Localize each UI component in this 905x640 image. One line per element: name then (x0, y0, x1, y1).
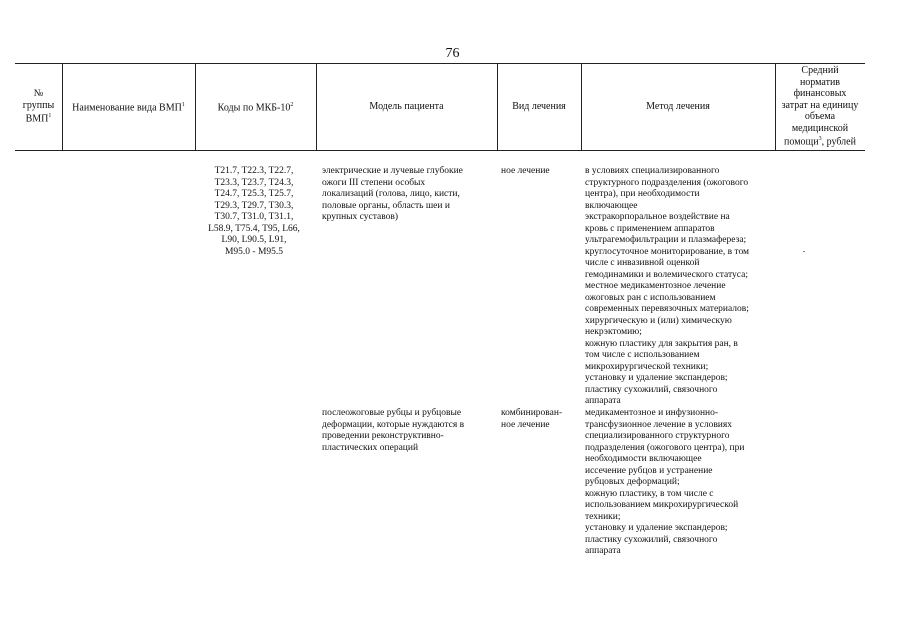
header-bottom-rule (15, 150, 865, 151)
row1-treatment-method: в условиях специализированного структурного подразделения (ожогового центра), при необходимости включающее экстракорпоральное воздействие на кровь с применением аппаратов ультрагемофильтрации и плазмафереза; круглосуточное мониторирование, в том числе с инвазивной оценкой гемодинамики и волемического статуса; местное медикаментозное лечение ожоговых ран с использованием современных перевязочных материалов; хирургическую и (или) химическую некрэктомию; кожную пластику для закрытия ран, в том числе с использованием микрохирургической техники; установку и удаление экспандеров; пластику сухожилий, связочного аппарата (585, 166, 750, 406)
header-group-number: № группы ВМП$^1$ (22, 88, 55, 125)
header-patient-model: Модель пациента (369, 100, 444, 112)
page-number: 76 (445, 46, 460, 61)
row2-patient-model: послеожоговые рубцы и рубцовые деформации, которые нуждаются в проведении реконструктивно- пластических операций (322, 408, 465, 453)
row1-treatment-type: ное лечение (501, 166, 550, 176)
header-treatment-method: Метод лечения (646, 100, 710, 112)
row1-patient-model: электрические и лучевые глубокие ожоги III степени особых локализаций (голова, лицо, кисти, половые органы, область шеи и крупных суставов) (322, 166, 463, 222)
scan-speck (803, 251, 805, 252)
header-average-cost: Средний норматив финансовых затрат на единицу объема медицинской помощи$^3$, рублей (781, 65, 859, 148)
header-icd-codes: Коды по МКБ-$10^2$ (217, 101, 294, 113)
row2-treatment-method: медикаментозное и инфузионно- трансфузионное лечение в условиях специализированного структурного подразделения (ожогового центра), при необходимости включающее иссечение рубцов и устранение рубцовых деформаций; кожную пластику, в том числе с использованием микрохирургической техники; установку и удаление экспандеров; пластику сухожилий, связочного аппарата (585, 408, 745, 556)
header-vmp-name: Наименование вида ВМП$^1$ (72, 101, 185, 113)
header-treatment-type: Вид лечения (512, 100, 566, 112)
row1-icd-codes: T21.7, T22.3, T22.7, T23.3, T23.7, T24.3, T24.7, T25.3, T25.7, T29.3, T29.7, T30.3, T30.7, T31.0, T31.1, L58.9, T75.4, T95, L66, L90, L90.5, L91, M95.0 - M95.5 (208, 166, 300, 257)
row2-treatment-type: комбинирован- ное лечение (501, 408, 563, 430)
